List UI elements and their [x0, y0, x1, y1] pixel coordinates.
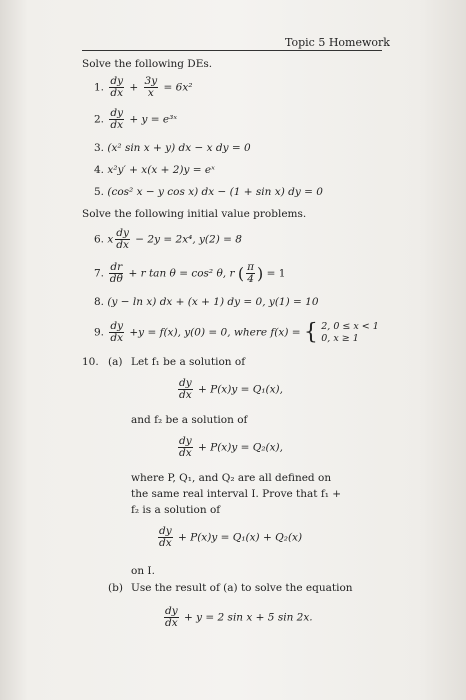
numerator: dy [116, 227, 129, 239]
part-b-label: (b) [108, 582, 123, 594]
problem-5 [94, 186, 323, 198]
denominator: dθ [109, 273, 123, 285]
part-a-text-5: f₂ is a solution of [131, 504, 221, 516]
section-intro-des: Solve the following DEs. [82, 58, 213, 70]
header-rule [82, 50, 382, 51]
fraction-pi-4 [246, 262, 255, 285]
fraction-dy-dx [115, 228, 130, 251]
denominator: dx [179, 389, 192, 401]
numerator: dy [110, 75, 124, 87]
problem-8 [94, 296, 319, 308]
problem-10-number: 10. [82, 356, 99, 368]
part-a-text-1: Let f₁ be a solution of [131, 356, 246, 368]
problem-9 [94, 320, 379, 345]
part-a-label: (a) [108, 356, 123, 368]
case-1: 2, 0 ≤ x < 1 [321, 320, 379, 332]
problem-number: 2. [94, 113, 105, 126]
problem-4 [94, 164, 215, 176]
numerator: 3y [144, 75, 158, 87]
equation: (y − ln x) dx + (x + 1) dy = 0, y(1) = 10 [107, 296, 319, 308]
numerator: dy [179, 435, 192, 447]
equation: (x² sin x + y) dx − x dy = 0 [107, 142, 251, 154]
plus-sign: + [129, 81, 139, 94]
equation-3 [156, 526, 302, 549]
problem-number: 3. [94, 142, 105, 154]
problem-6 [94, 228, 242, 251]
case-2: 0, x ≥ 1 [321, 332, 359, 344]
equation-2 [176, 436, 283, 459]
equation-rhs: + P(x)y = Q₁(x) + Q₂(x) [178, 531, 303, 544]
numerator: π [247, 261, 254, 273]
fraction-dy-dx [178, 436, 193, 459]
problem-number: 1. [94, 81, 105, 94]
piecewise-cases [321, 321, 379, 345]
numerator: dy [179, 377, 192, 389]
part-a-text-6: on I. [131, 565, 155, 577]
problem-2 [94, 108, 177, 131]
equation-rhs: + y = e³ˣ [129, 113, 178, 126]
equation-end: = 1 [266, 267, 286, 280]
equation-rhs: +y = f(x), y(0) = 0, where f(x) = [129, 326, 301, 339]
fraction-dy-dx [178, 378, 193, 401]
equation: (cos² x − y cos x) dx − (1 + sin x) dy = 0 [107, 186, 323, 198]
part-b-text-1: Use the result of (a) to solve the equation [131, 582, 353, 594]
denominator: dx [110, 87, 124, 99]
numerator: dy [110, 107, 124, 119]
coefficient-x: x [107, 233, 114, 246]
fraction-dy-dx [109, 108, 124, 131]
fraction-dy-dx [109, 321, 124, 344]
fraction-dy-dx [109, 76, 124, 99]
problem-7: 7. $\frac{dr}{d\theta}$ + r tan θ = cos² θ, r ( $\frac{\pi}{4}$ ) = 1 [94, 261, 286, 285]
equation-rhs: + y = 2 sin x + 5 sin 2x. [184, 611, 313, 624]
equation-4 [162, 606, 313, 629]
denominator: 4 [247, 273, 254, 285]
denominator: dx [165, 617, 178, 629]
denominator: x [147, 87, 154, 99]
problem-3 [94, 142, 251, 154]
equation-rhs: + P(x)y = Q₂(x), [198, 441, 283, 454]
equation-rhs: − 2y = 2x⁴, y(2) = 8 [135, 233, 242, 246]
denominator: dx [179, 447, 192, 459]
problem-number: 7. [94, 267, 105, 280]
fraction-3y-x [144, 76, 159, 99]
numerator: dr [110, 261, 123, 273]
denominator: dx [110, 119, 124, 131]
equation-1 [176, 378, 283, 401]
equation: x²y′ + x(x + 2)y = eˣ [107, 164, 215, 176]
section-intro-ivp: Solve the following initial value problems. [82, 208, 307, 220]
problem-number: 4. [94, 164, 105, 176]
denominator: dx [110, 332, 124, 344]
problem-number: 9. [94, 326, 105, 339]
problem-number: 8. [94, 296, 105, 308]
denominator: dx [116, 239, 129, 251]
problem-1 [94, 76, 192, 99]
fraction-dy-dx [158, 526, 173, 549]
part-a-text-4: the same real interval I. Prove that f₁ + [131, 488, 342, 500]
numerator: dy [110, 320, 124, 332]
page-header: Topic 5 Homework [285, 36, 390, 49]
equation-middle: + r tan θ = cos² θ, r [128, 267, 235, 280]
fraction-dr-dtheta [109, 262, 123, 285]
numerator: dy [165, 605, 178, 617]
problem-number: 5. [94, 186, 105, 198]
numerator: dy [159, 525, 172, 537]
fraction-dy-dx [164, 606, 179, 629]
left-brace: { [303, 320, 318, 345]
equation-rhs: = 6x² [163, 81, 193, 94]
equation-rhs: + P(x)y = Q₁(x), [198, 383, 283, 396]
denominator: dx [159, 537, 172, 549]
problem-number: 6. [94, 233, 105, 246]
part-a-text-3: where P, Q₁, and Q₂ are all defined on [131, 472, 332, 484]
part-a-text-2: and f₂ be a solution of [131, 414, 248, 426]
